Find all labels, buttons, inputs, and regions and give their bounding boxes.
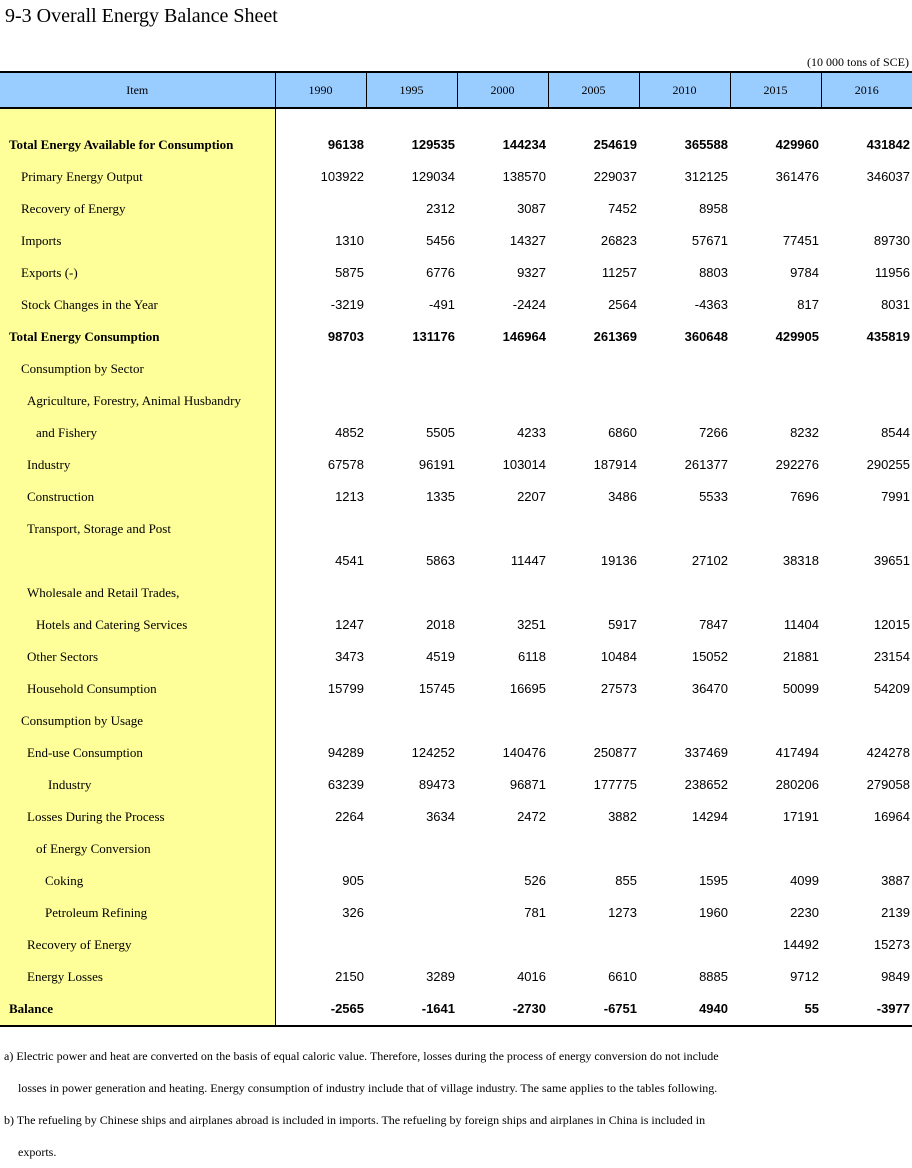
footnote-line: b) The refueling by Chinese ships and airplanes abroad is included in imports. The refueling by foreign ships and airplanes in China is included in — [4, 1113, 706, 1127]
value-cell: 8885 — [699, 969, 728, 984]
row-label: Stock Changes in the Year — [0, 289, 275, 321]
value-cell: 817 — [797, 297, 819, 312]
value-cell — [366, 833, 457, 865]
table-row — [0, 257, 912, 289]
value-cell: 11447 — [510, 553, 546, 568]
value-cell: 67578 — [327, 457, 364, 472]
value-cell — [548, 353, 639, 385]
header-year: 2015 — [730, 72, 821, 108]
value-cell: 140476 — [502, 745, 546, 760]
table-row — [0, 385, 912, 417]
row-label: Coking — [0, 865, 275, 897]
value-cell: 2472 — [517, 809, 546, 824]
table-row — [0, 129, 912, 161]
value-cell — [730, 385, 821, 417]
value-cell: 146964 — [502, 329, 546, 344]
footnote-line: a) Electric power and heat are converted on the basis of equal caloric value. Therefore, losses during the process of energy conversion do not include — [4, 1049, 719, 1063]
value-cell — [730, 705, 821, 737]
header-year: 2000 — [457, 72, 548, 108]
table-body — [0, 108, 912, 1026]
row-label: Recovery of Energy — [0, 929, 275, 961]
value-cell — [457, 577, 548, 609]
value-cell — [366, 385, 457, 417]
table-row — [0, 929, 912, 961]
row-label: Construction — [0, 481, 275, 513]
table-row — [0, 161, 912, 193]
row-label: Transport, Storage and Post — [0, 513, 275, 545]
value-cell: 177775 — [593, 777, 637, 792]
value-cell: 16964 — [873, 809, 910, 824]
value-cell: 38318 — [782, 553, 819, 568]
value-cell — [548, 929, 639, 961]
value-cell — [275, 705, 366, 737]
value-cell: 1960 — [699, 905, 728, 920]
row-label — [0, 545, 275, 577]
value-cell: -2730 — [457, 993, 548, 1026]
value-cell: 1273 — [608, 905, 637, 920]
value-cell — [821, 193, 912, 225]
value-cell: 429905 — [775, 329, 819, 344]
value-cell: 5533 — [699, 489, 728, 504]
row-label: Imports — [0, 225, 275, 257]
value-cell — [639, 513, 730, 545]
value-cell: 2264 — [335, 809, 364, 824]
value-cell: 3289 — [426, 969, 455, 984]
value-cell: 26823 — [600, 233, 637, 248]
value-cell: 337469 — [684, 745, 728, 760]
value-cell: -2424 — [512, 297, 546, 312]
value-cell: 2018 — [426, 617, 455, 632]
value-cell: 138570 — [502, 169, 546, 184]
value-cell: 89473 — [418, 777, 455, 792]
table-row — [0, 513, 912, 545]
value-cell: 96138 — [327, 137, 364, 152]
value-cell — [730, 513, 821, 545]
value-cell: 15799 — [327, 681, 364, 696]
footnote-line: exports. — [18, 1145, 57, 1159]
value-cell: 290255 — [866, 457, 910, 472]
row-label: Other Sectors — [0, 641, 275, 673]
value-cell: 424278 — [866, 745, 910, 760]
table-row — [0, 193, 912, 225]
value-cell: 50099 — [782, 681, 819, 696]
value-cell — [275, 193, 366, 225]
value-cell: -3977 — [821, 993, 912, 1026]
value-cell: 8544 — [881, 425, 910, 440]
value-cell: 292276 — [775, 457, 819, 472]
item-cell — [0, 108, 275, 129]
value-cell: 124252 — [411, 745, 455, 760]
value-cell: 905 — [342, 873, 364, 888]
value-cell — [457, 385, 548, 417]
table-row — [0, 417, 912, 449]
value-cell: 4519 — [426, 649, 455, 664]
value-cell: 6118 — [518, 649, 546, 664]
value-cell — [639, 385, 730, 417]
value-cell: 365588 — [684, 137, 728, 152]
row-label: Household Consumption — [0, 673, 275, 705]
value-cell: 98703 — [327, 329, 364, 344]
value-cell — [639, 929, 730, 961]
value-cell: 6860 — [608, 425, 637, 440]
value-cell — [821, 353, 912, 385]
value-cell: 187914 — [593, 457, 637, 472]
value-cell — [275, 833, 366, 865]
value-cell: 280206 — [775, 777, 819, 792]
table-row — [0, 961, 912, 993]
value-cell: 131176 — [412, 329, 455, 344]
value-cell: -491 — [428, 297, 455, 312]
table-row — [0, 769, 912, 801]
value-cell: 15052 — [691, 649, 728, 664]
table-row — [0, 801, 912, 833]
value-cell: 8803 — [699, 265, 728, 280]
value-cell — [275, 577, 366, 609]
value-cell — [366, 353, 457, 385]
value-cell: 360648 — [684, 329, 728, 344]
value-cell: 89730 — [873, 233, 910, 248]
value-cell — [457, 929, 548, 961]
table-row — [0, 225, 912, 257]
value-cell — [457, 353, 548, 385]
table-row — [0, 321, 912, 353]
value-cell: 6610 — [608, 969, 637, 984]
value-cell: 3473 — [335, 649, 364, 664]
table-row — [0, 609, 912, 641]
table-row — [0, 833, 912, 865]
value-cell: 103922 — [320, 169, 364, 184]
energy-balance-table — [0, 71, 912, 1027]
value-cell: 2230 — [790, 905, 819, 920]
table-row — [0, 449, 912, 481]
table-row — [0, 481, 912, 513]
row-label: End-use Consumption — [0, 737, 275, 769]
value-cell: 3087 — [517, 201, 546, 216]
value-cell: 12015 — [873, 617, 910, 632]
value-cell — [548, 833, 639, 865]
table-row — [0, 993, 912, 1026]
value-cell — [457, 833, 548, 865]
value-cell: 129034 — [411, 169, 455, 184]
value-cell — [821, 833, 912, 865]
value-cell: 8031 — [881, 297, 910, 312]
table-row — [0, 705, 912, 737]
value-cell: 2564 — [608, 297, 637, 312]
footnotes — [4, 1040, 719, 1168]
value-cell: 11404 — [783, 617, 819, 632]
value-cell: 9327 — [517, 265, 546, 280]
row-label: Wholesale and Retail Trades, — [0, 577, 275, 609]
value-cell: 4016 — [517, 969, 546, 984]
value-cell: 14327 — [509, 233, 546, 248]
table-row — [0, 353, 912, 385]
value-cell: 6776 — [426, 265, 455, 280]
table-row — [0, 737, 912, 769]
value-cell: 2312 — [426, 201, 455, 216]
value-cell: 326 — [342, 905, 364, 920]
value-cell — [821, 705, 912, 737]
value-cell — [457, 705, 548, 737]
value-cell: 94289 — [327, 745, 364, 760]
table-row — [0, 289, 912, 321]
value-cell: 4541 — [335, 553, 364, 568]
value-cell: 2139 — [881, 905, 910, 920]
value-cell: 57671 — [691, 233, 728, 248]
table-row — [0, 641, 912, 673]
header-year: 2005 — [548, 72, 639, 108]
row-label: Consumption by Usage — [0, 705, 275, 737]
header-row — [0, 72, 912, 108]
value-cell: 96191 — [418, 457, 455, 472]
unit-label: (10 000 tons of SCE) — [807, 55, 909, 69]
value-cell: 5917 — [608, 617, 637, 632]
value-cell — [366, 929, 457, 961]
value-cell: 7991 — [881, 489, 910, 504]
row-label: Total Energy Available for Consumption — [0, 129, 275, 161]
value-cell — [639, 705, 730, 737]
value-cell: 14294 — [691, 809, 728, 824]
value-cell: -3219 — [330, 297, 364, 312]
value-cell: 36470 — [691, 681, 728, 696]
value-cell: 7266 — [699, 425, 728, 440]
row-label: Energy Losses — [0, 961, 275, 993]
value-cell — [730, 577, 821, 609]
value-cell: 526 — [524, 873, 546, 888]
value-cell — [639, 577, 730, 609]
value-cell — [821, 513, 912, 545]
row-label: Agriculture, Forestry, Animal Husbandry — [0, 385, 275, 417]
value-cell — [730, 193, 821, 225]
value-cell: 7847 — [699, 617, 728, 632]
header-item: Item — [0, 72, 275, 108]
value-cell: -6751 — [548, 993, 639, 1026]
value-cell: 1310 — [335, 233, 364, 248]
value-cell: 1247 — [335, 617, 364, 632]
table-row — [0, 545, 912, 577]
value-cell: 1335 — [426, 489, 455, 504]
value-cell: 96871 — [509, 777, 546, 792]
value-cell: 15273 — [873, 937, 910, 952]
row-label: Industry — [0, 449, 275, 481]
row-label: Consumption by Sector — [0, 353, 275, 385]
value-cell: 7452 — [608, 201, 637, 216]
value-cell — [366, 705, 457, 737]
value-cell: 261377 — [684, 457, 728, 472]
value-cell: 129535 — [411, 137, 455, 152]
value-cell: 77451 — [782, 233, 819, 248]
value-cell: 261369 — [593, 329, 637, 344]
value-cell: 855 — [615, 873, 637, 888]
row-label: Recovery of Energy — [0, 193, 275, 225]
row-label: Primary Energy Output — [0, 161, 275, 193]
value-cell: 27573 — [600, 681, 637, 696]
row-label: Total Energy Consumption — [0, 321, 275, 353]
value-cell — [275, 929, 366, 961]
value-cell: 3251 — [517, 617, 546, 632]
value-cell: 15745 — [418, 681, 455, 696]
value-cell: 4233 — [517, 425, 546, 440]
value-cell: 3486 — [608, 489, 637, 504]
header-year: 1990 — [275, 72, 366, 108]
value-cell: 23154 — [873, 649, 910, 664]
value-cell: 8232 — [790, 425, 819, 440]
row-label: Hotels and Catering Services — [0, 609, 275, 641]
value-cell: 8958 — [699, 201, 728, 216]
value-cell: 3882 — [608, 809, 637, 824]
value-cell — [821, 577, 912, 609]
value-cell: 781 — [524, 905, 546, 920]
value-cell — [548, 705, 639, 737]
value-cell — [821, 385, 912, 417]
value-cell: 5456 — [426, 233, 455, 248]
value-cell: 238652 — [684, 777, 728, 792]
value-cell: 54209 — [873, 681, 910, 696]
value-cell: 9712 — [790, 969, 819, 984]
value-cell — [730, 833, 821, 865]
row-label: and Fishery — [0, 417, 275, 449]
value-cell: 5863 — [426, 553, 455, 568]
value-cell — [366, 897, 457, 929]
value-cell: 17191 — [782, 809, 819, 824]
value-cell — [457, 513, 548, 545]
value-cell: 16695 — [509, 681, 546, 696]
value-cell: 14492 — [782, 937, 819, 952]
value-cell — [275, 353, 366, 385]
value-cell: -4363 — [694, 297, 728, 312]
value-cell: 312125 — [684, 169, 728, 184]
header-year: 1995 — [366, 72, 457, 108]
value-cell: 4940 — [639, 993, 730, 1026]
value-cell — [639, 353, 730, 385]
header-year: 2010 — [639, 72, 730, 108]
value-cell — [275, 385, 366, 417]
value-cell — [548, 385, 639, 417]
value-cell: 4099 — [790, 873, 819, 888]
value-cell: 7696 — [790, 489, 819, 504]
value-cell: -2565 — [275, 993, 366, 1026]
row-label: Industry — [0, 769, 275, 801]
value-cell: 429960 — [775, 137, 819, 152]
value-cell: 417494 — [775, 745, 819, 760]
value-cell: 5505 — [426, 425, 455, 440]
value-cell: 19136 — [600, 553, 637, 568]
value-cell: 250877 — [593, 745, 637, 760]
value-cell: 2207 — [517, 489, 546, 504]
value-cell: 346037 — [866, 169, 910, 184]
table-row — [0, 897, 912, 929]
value-cell — [639, 833, 730, 865]
table-row — [0, 673, 912, 705]
row-label: Petroleum Refining — [0, 897, 275, 929]
value-cell — [730, 353, 821, 385]
page-title: 9-3 Overall Energy Balance Sheet — [5, 5, 278, 27]
value-cell: 431842 — [866, 137, 910, 152]
value-cell: 39651 — [873, 553, 910, 568]
value-cell: 279058 — [866, 777, 910, 792]
row-label: of Energy Conversion — [0, 833, 275, 865]
value-cell: 435819 — [866, 329, 910, 344]
table-row — [0, 577, 912, 609]
value-cell — [548, 513, 639, 545]
table-row — [0, 865, 912, 897]
value-cell: 254619 — [593, 137, 637, 152]
value-cell: 9849 — [881, 969, 910, 984]
value-cell — [548, 577, 639, 609]
value-cell: 10484 — [600, 649, 637, 664]
value-cell: 11257 — [601, 265, 637, 280]
value-cell: 3634 — [426, 809, 455, 824]
footnote-line: losses in power generation and heating. Energy consumption of industry include that of village industry. The same applies to the tables following. — [18, 1081, 718, 1095]
value-cell: 144234 — [502, 137, 546, 152]
value-cell: 11956 — [874, 265, 910, 280]
row-label: Exports (-) — [0, 257, 275, 289]
value-cell — [275, 513, 366, 545]
value-cell — [366, 577, 457, 609]
value-cell: 27102 — [691, 553, 728, 568]
header-year: 2016 — [821, 72, 912, 108]
value-cell: -1641 — [366, 993, 457, 1026]
value-cell: 1595 — [699, 873, 728, 888]
row-label: Losses During the Process — [0, 801, 275, 833]
value-cell: 1213 — [335, 489, 364, 504]
value-cell: 4852 — [335, 425, 364, 440]
row-label: Balance — [0, 993, 275, 1026]
value-cell — [366, 513, 457, 545]
value-cell: 3887 — [881, 873, 910, 888]
value-cell: 2150 — [335, 969, 364, 984]
spacer-row — [0, 108, 912, 129]
value-cell: 9784 — [790, 265, 819, 280]
value-cell: 63239 — [327, 777, 364, 792]
value-cell: 5875 — [335, 265, 364, 280]
value-cell — [366, 865, 457, 897]
value-cell: 21881 — [782, 649, 819, 664]
value-cell: 229037 — [593, 169, 637, 184]
value-cell: 55 — [730, 993, 821, 1026]
value-cell: 103014 — [502, 457, 546, 472]
value-cell: 361476 — [775, 169, 819, 184]
